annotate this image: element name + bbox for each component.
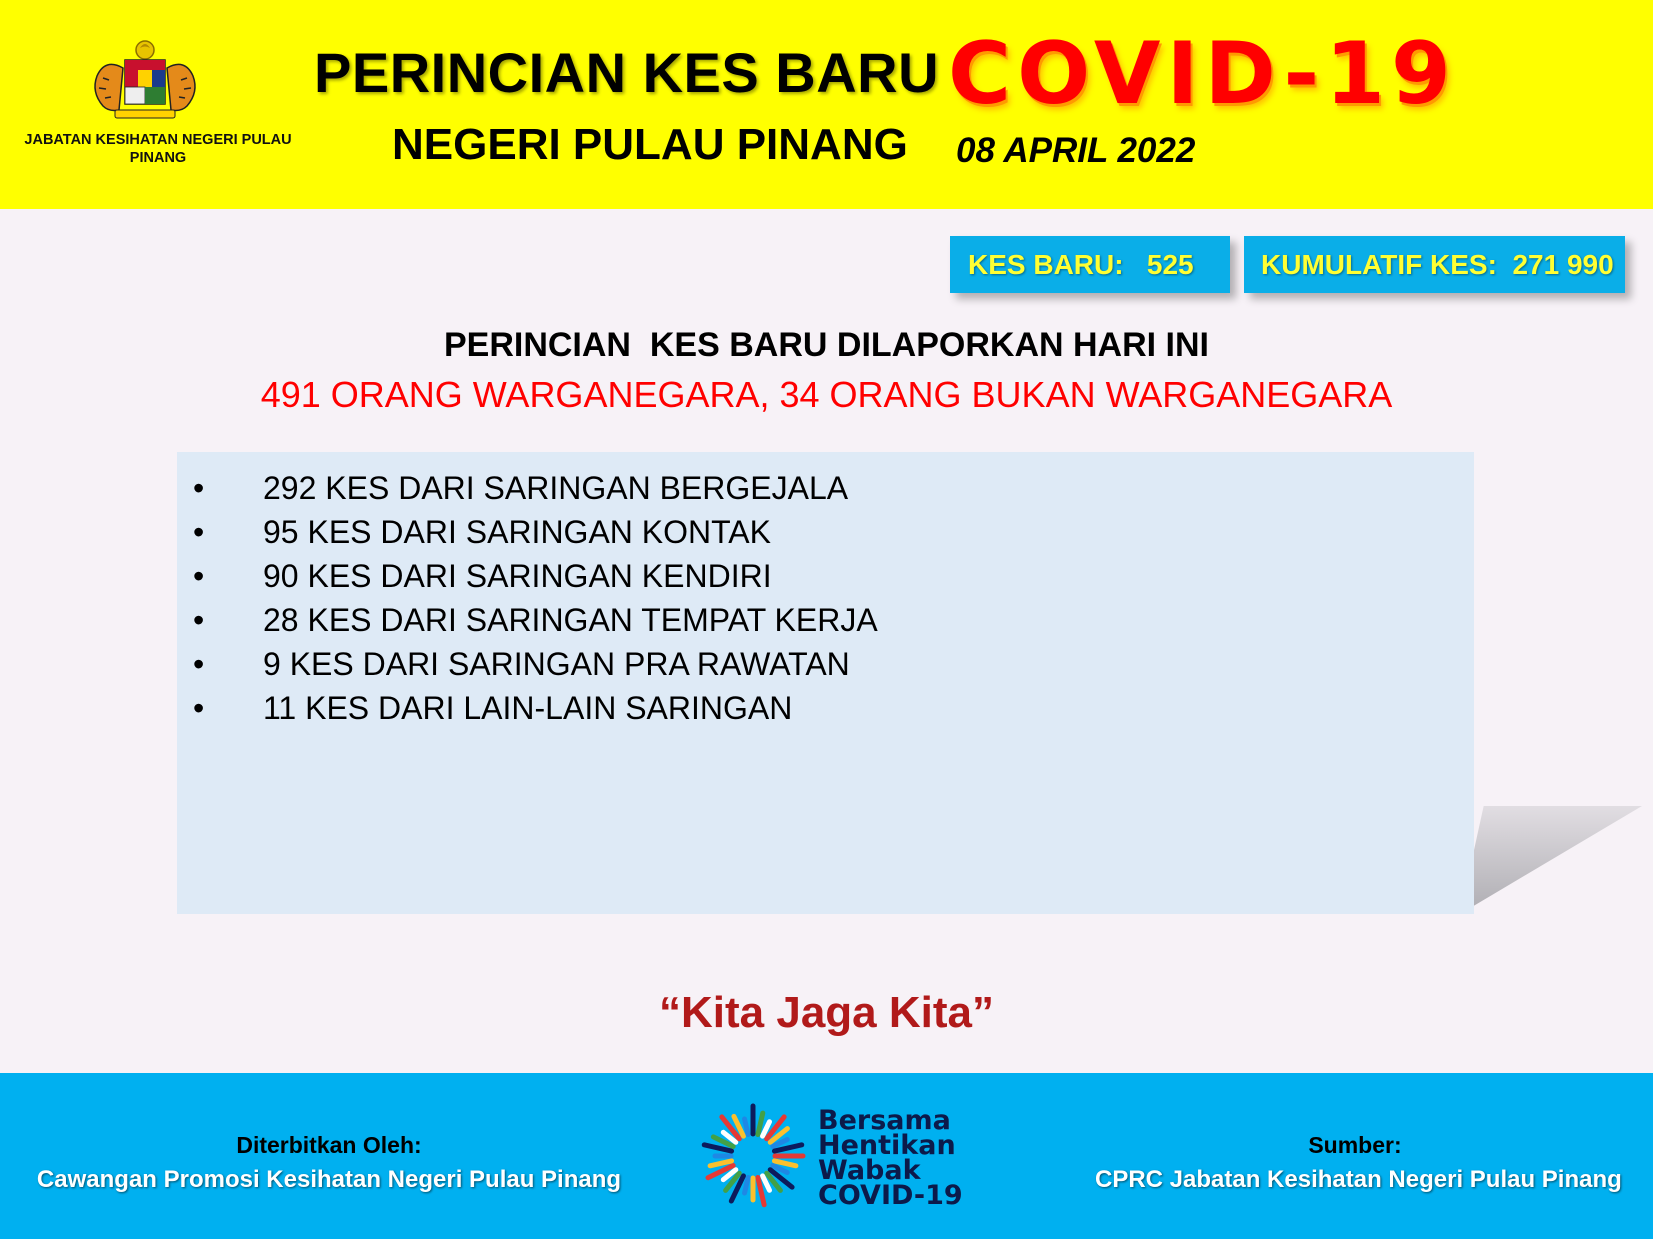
list-item-text: 90 KES DARI SARINGAN KENDIRI bbox=[263, 558, 772, 594]
cumulative-cases-badge bbox=[1244, 236, 1625, 293]
campaign-logo-icon bbox=[698, 1101, 808, 1211]
case-details-box bbox=[177, 452, 1474, 914]
bullet-icon: • bbox=[193, 690, 205, 726]
logo-ray bbox=[758, 1113, 763, 1134]
case-source-list bbox=[193, 466, 1474, 730]
publisher-name: Cawangan Promosi Kesihatan Negeri Pulau Pinang bbox=[36, 1166, 622, 1193]
logo-ray bbox=[745, 1177, 749, 1193]
list-item bbox=[193, 466, 1474, 510]
bullet-icon: • bbox=[193, 470, 205, 506]
campaign-line: Bersama bbox=[818, 1105, 951, 1136]
logo-ray bbox=[710, 1161, 731, 1166]
source-name: CPRC Jabatan Kesihatan Negeri Pulau Pinang bbox=[1095, 1166, 1622, 1193]
list-item-text: 11 KES DARI LAIN-LAIN SARINGAN bbox=[263, 690, 793, 726]
publisher-label: Diterbitkan Oleh: bbox=[236, 1132, 422, 1158]
list-item-text: 292 KES DARI SARINGAN BERGEJALA bbox=[263, 470, 849, 506]
state-title: NEGERI PULAU PINANG bbox=[392, 120, 908, 169]
list-item bbox=[193, 642, 1474, 686]
covid-title: COVID-19 bbox=[948, 24, 1457, 124]
campaign-line: COVID-19 bbox=[818, 1180, 963, 1211]
list-item bbox=[193, 686, 1474, 730]
details-heading: PERINCIAN KES BARU DILAPORKAN HARI INI bbox=[443, 326, 1210, 364]
department-name: JABATAN KESIHATAN NEGERI PULAU PINANG bbox=[24, 132, 292, 166]
decorative-shadow bbox=[1460, 806, 1642, 914]
bullet-icon: • bbox=[193, 646, 205, 682]
page-title: PERINCIAN KES BARU bbox=[314, 41, 940, 104]
citizenship-breakdown: 491 ORANG WARGANEGARA, 34 ORANG BUKAN WARGANEGARA bbox=[260, 374, 1393, 415]
motto: “Kita Jaga Kita” bbox=[659, 988, 994, 1037]
list-item-text: 9 KES DARI SARINGAN PRA RAWATAN bbox=[263, 646, 850, 682]
footer-banner bbox=[0, 1073, 1653, 1239]
report-date: 08 APRIL 2022 bbox=[956, 131, 1196, 170]
logo-ray bbox=[745, 1119, 749, 1135]
header-banner bbox=[0, 0, 1653, 209]
new-cases-value: 525 bbox=[1146, 249, 1194, 280]
campaign-slogan bbox=[818, 1105, 963, 1211]
source-label: Sumber: bbox=[1308, 1132, 1402, 1158]
bullet-icon: • bbox=[193, 514, 205, 550]
coat-of-arms-icon bbox=[85, 38, 205, 126]
bullet-icon: • bbox=[193, 602, 205, 638]
list-item-text: 95 KES DARI SARINGAN KONTAK bbox=[263, 514, 771, 550]
list-item bbox=[193, 554, 1474, 598]
list-item bbox=[193, 598, 1474, 642]
cumulative-cases-value: 271 990 bbox=[1512, 249, 1614, 280]
list-item bbox=[193, 510, 1474, 554]
list-item-text: 28 KES DARI SARINGAN TEMPAT KERJA bbox=[263, 602, 878, 638]
new-cases-label: KES BARU: bbox=[968, 249, 1124, 280]
logo-ray bbox=[774, 1161, 795, 1166]
bullet-icon: • bbox=[193, 558, 205, 594]
new-cases-badge bbox=[950, 236, 1230, 293]
campaign-line: Wabak bbox=[818, 1155, 921, 1186]
cumulative-cases-label: KUMULATIF KES: bbox=[1261, 249, 1497, 280]
campaign-line: Hentikan bbox=[818, 1130, 956, 1161]
